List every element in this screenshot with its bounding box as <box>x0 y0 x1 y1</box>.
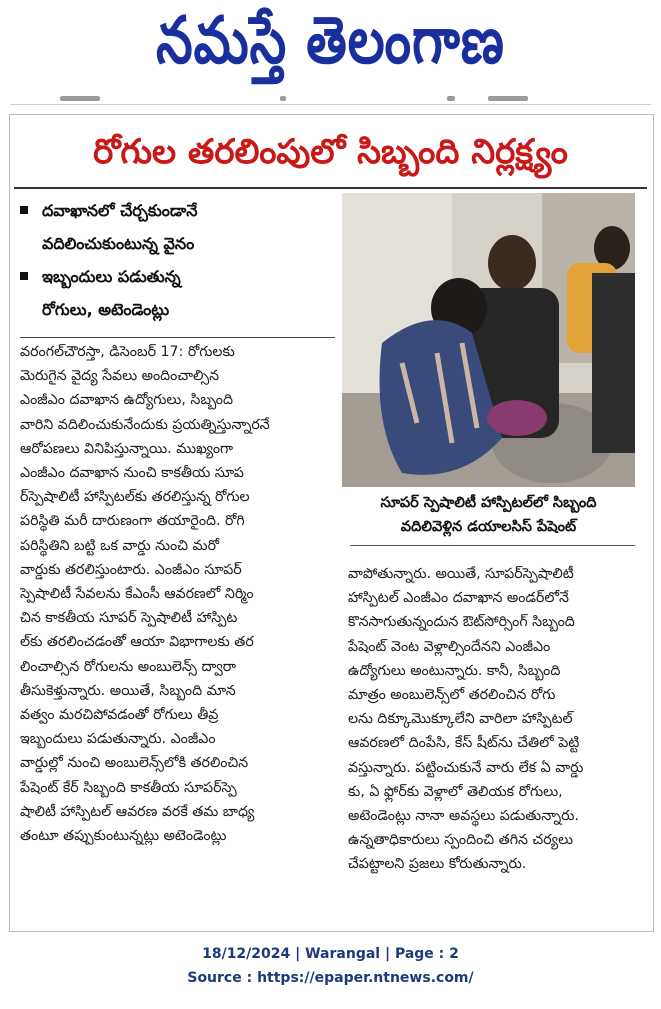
highlights-divider <box>20 337 335 338</box>
body-line: స్పెషాలిటీ సేవలను కేఎంసీ ఆవరణలో నిర్మిం <box>20 586 254 603</box>
body-line: వత్వం మరచిపోవడంతో రోగులు తీవ్ర <box>20 707 219 724</box>
masthead-title: నమస్తే తెలంగాణ <box>156 3 505 79</box>
edition-info: 18/12/2024 | Warangal | Page : 2 <box>202 946 459 962</box>
caption-line: సూపర్ స్పెషాలిటీ హాస్పిటల్‌లో సిబ్బంది <box>380 495 597 511</box>
body-line: షాలిటీ హాస్పిటల్ ఆవరణ వరకే తమ బాధ్య <box>20 803 255 820</box>
body-line: ఆరోపణలు వినిపిస్తున్నాయి. ముఖ్యంగా <box>20 440 234 457</box>
body-line: ల్‌కు తరలించడంతో ఆయా విభాగాలకు తర <box>20 634 254 651</box>
article-headline: రోగుల తరలింపులో సిబ్బంది నిర్లక్ష్యం <box>93 132 568 172</box>
masthead-strip <box>10 96 651 105</box>
highlight-line: రోగులు, అటెండెంట్లు <box>42 300 170 319</box>
highlight-item <box>20 194 335 260</box>
highlight-line: దవాఖానలో చేర్చకుండానే <box>42 201 198 220</box>
square-bullet-icon <box>20 272 28 280</box>
body-line: మాత్రం అంబులెన్స్‌లో తరలించిన రోగు <box>348 687 556 704</box>
body-line: ఉద్యోగులు అంటున్నారు. కానీ, సిబ్బంది <box>348 662 561 679</box>
body-line: పరిస్థితిని బట్టి ఒక వార్డు నుంచి మరో <box>20 537 219 554</box>
body-line: చిన కాకతీయ సూపర్ స్పెషాలిటీ హాస్పిట <box>20 610 238 627</box>
highlights-list <box>20 194 335 326</box>
article-body-left-column <box>20 340 336 848</box>
body-line: పరిస్థితి మరీ దారుణంగా తయారైంది. రోగి <box>20 513 245 530</box>
body-line: పేషెంట్ వెంట వెళ్లాల్సిందేనని ఎంజీఎం <box>348 638 551 655</box>
body-line: అటెండెంట్లు నానా అవస్థలు పడుతున్నారు. <box>348 808 579 825</box>
body-line: కొనసాగుతున్నందున ఔట్‌సోర్సింగ్ సిబ్బంది <box>348 614 575 631</box>
body-line: హాస్పిటల్ ఎంజీఎం దవాఖాన అండర్‌లోనే <box>348 590 569 607</box>
highlight-line: ఇబ్బందులు పడుతున్న <box>42 267 181 286</box>
body-line: తీసుకెళ్తున్నారు. అయితే, సిబ్బంది మాన <box>20 682 236 699</box>
body-line: ఇబ్బందులు పడుతున్నారు. ఎంజీఎం <box>20 731 216 748</box>
body-line: వాపోతున్నారు. అయితే, సూపర్‌స్పెషాలిటీ <box>348 566 574 582</box>
body-line: లను దిక్కూమొక్కూలేని వారిలా హాస్పిటల్ <box>348 711 573 728</box>
caption-divider <box>350 545 635 546</box>
body-line: లించాల్సిన రోగులను అంబులెన్స్ ద్వారా <box>20 658 236 675</box>
photo-caption <box>342 491 635 539</box>
body-line: కు, ఏ ఫ్లోర్‌కు వెళ్లాలో తెలియక రోగులు, <box>348 783 563 800</box>
body-line: చేపట్టాలని ప్రజలు కోరుతున్నారు. <box>348 856 527 873</box>
body-line: వార్డుకు తరలిస్తుంటారు. ఎంజీఎం సూపర్ <box>20 561 242 578</box>
body-line: వారిని వదిలించుకునేందుకు ప్రయత్నిస్తున్నారనే <box>20 416 270 433</box>
highlight-item <box>20 260 335 326</box>
body-line: ర్‌స్పెషాలిటీ హాస్పిటల్‌కు తరలిస్తున్న రోగుల <box>20 489 250 506</box>
square-bullet-icon <box>20 206 28 214</box>
source-link[interactable]: Source : https://epaper.ntnews.com/ <box>187 970 474 986</box>
article-body-right-column <box>348 562 648 877</box>
headline-divider <box>14 187 647 189</box>
body-line: ఆవరణలో దింపేసి, కేస్ షీట్‌ను చేతిలో పెట్టి <box>348 735 580 752</box>
body-line: ఎంజీఎం దవాఖాన నుంచి కాకతీయ సూప <box>20 465 244 482</box>
body-line: ఉన్నతాధికారులు స్పందించి తగిన చర్యలు <box>348 832 574 849</box>
body-line: వార్డుల్లో నుంచి అంబులెన్స్‌లోకి తరలించిన <box>20 755 249 772</box>
highlight-line: వదిలించుకుంటున్న వైనం <box>42 234 195 253</box>
caption-line: వదిలివెళ్లిన డయాలసిస్ పేషెంట్ <box>400 519 577 535</box>
body-line: తంటూ తప్పుకుంటున్నట్లు అటెండెంట్లు <box>20 828 227 845</box>
body-line: వరంగల్‌చౌరస్తా, డిసెంబర్ 17: రోగులకు <box>20 344 235 360</box>
body-line: వస్తున్నారు. పట్టించుకునే వారు లేక ఏ వార్డు <box>348 759 584 776</box>
body-line: ఎంజీఎం దవాఖాన ఉద్యోగులు, సిబ్బంది <box>20 392 234 409</box>
source-footer <box>0 942 661 990</box>
body-line: మెరుగైన వైద్య సేవలు అందించాల్సిన <box>20 368 220 385</box>
news-photo <box>342 193 635 487</box>
body-line: పేషెంట్ కేర్ సిబ్బంది కాకతీయ సూపర్‌స్పె <box>20 779 237 796</box>
